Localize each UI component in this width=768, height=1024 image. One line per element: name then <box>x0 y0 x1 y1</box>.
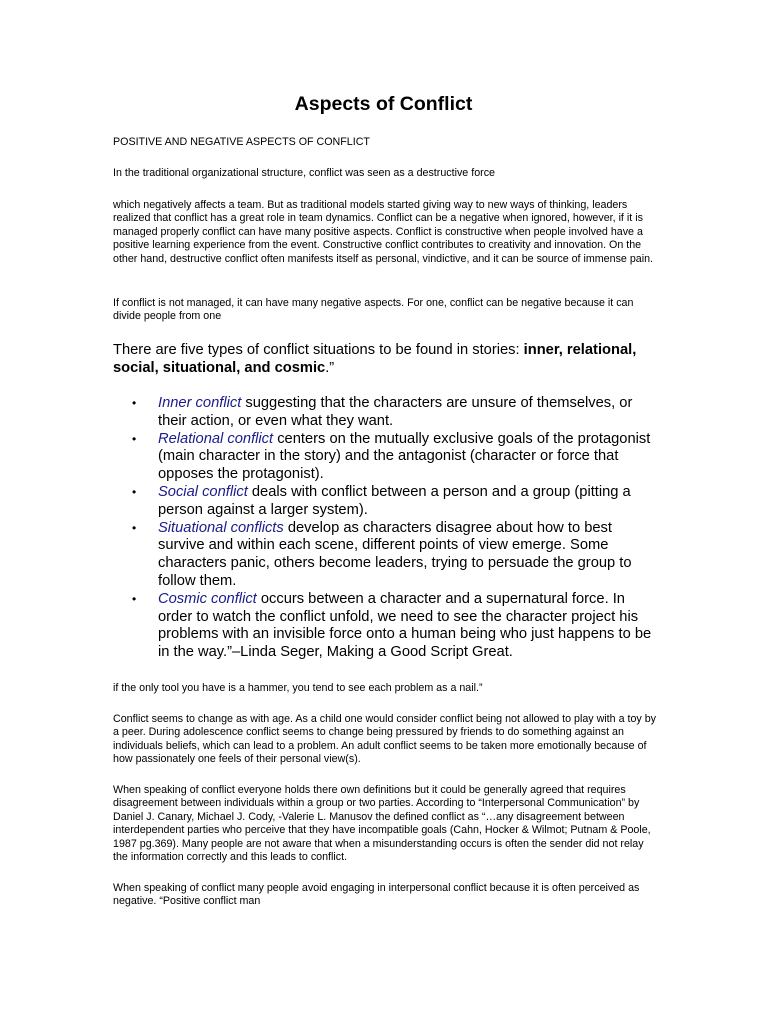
paragraph-3: If conflict is not managed, it can have many negative aspects. For one, conflict can be negative because it can divide people from one <box>113 297 634 323</box>
term-social-conflict: Social conflict <box>158 483 248 500</box>
paragraph-2: which negatively affects a team. But as traditional models started giving way to new ways of thinking, leaders realized that conflict has a great role in team dynamics. Conflict can be a negative when ignored, however, if it is managed properly conflict can have many positive aspects. Conflict is constructive when people involved have a positive learning experience from the event. Constructive conflict contributes to creativity and innovation. On the other hand, destructive conflict often manifests itself as personal, vindictive, and it can be source of immense pain. <box>113 199 654 265</box>
list-item-text: deals with conflict between a person and a group (pitting a person against a larger system). <box>158 483 631 518</box>
term-inner-conflict: Inner conflict <box>158 395 242 411</box>
list-item-text: suggesting that the characters are unsure of themselves, or their action, or even what they want. <box>158 395 633 429</box>
paragraph-6: When speaking of conflict everyone holds there own definitions but it could be generally agreed that requires disagreement between individuals within a group or two parties. According to “Interpersonal Communication” by Daniel J. Canary, Michael J. Cody, -Valerie L. Manusov the defined conflict as “…any disagreement between interdependent parties who perceive that they have incompatible goals (Cahn, Hocker & Wilmot; Putnam & Poole, 1987 pg.369). Many people are not aware that when a misunderstanding occurs is often the sender did not relay the information correctly and this leads to conflict. <box>113 784 651 864</box>
bullet-icon: • <box>132 431 137 446</box>
intro-end: .” <box>325 359 335 376</box>
list-item-text: centers on the mutually exclusive goals of the protagonist (main character in the story) and the antagonist (character or force that opposes the protagonist). <box>158 430 651 483</box>
bullet-icon: • <box>132 484 137 499</box>
list-item <box>113 431 658 484</box>
paragraph-5: Conflict seems to change as with age. As a child one would consider conflict being not allowed to play with a toy by a peer. During adolescence conflict seems to change being pressured by friends to do something against an individuals beliefs, which can lead to a problem. An adult conflict seems to be taken more emotionally because of how passionately one feels of their personal view(s). <box>113 713 656 766</box>
conflict-types-intro <box>113 342 658 378</box>
paragraph-7: When speaking of conflict many people avoid engaging in interpersonal conflict because it is often perceived as negative. “Positive conflict man <box>113 882 640 908</box>
term-situational-conflicts: Situational conflicts <box>158 519 284 536</box>
intro-text: There are five types of conflict situations to be found in stories: <box>113 342 524 358</box>
term-cosmic-conflict: Cosmic conflict <box>158 590 257 607</box>
term-relational-conflict: Relational conflict <box>158 430 274 447</box>
bullet-icon: • <box>132 396 137 410</box>
bullet-icon: • <box>132 520 137 535</box>
conflict-types-list <box>113 395 658 662</box>
list-item <box>113 395 658 431</box>
list-item <box>113 591 658 662</box>
list-item <box>113 484 658 520</box>
list-item <box>113 520 658 591</box>
subheading: POSITIVE AND NEGATIVE ASPECTS OF CONFLICT <box>113 136 370 148</box>
list-item-text: develop as characters disagree about how to best survive and within each scene, different points of view emerge. Some characters panic, others become leaders, trying to persuade the group to follow them. <box>158 519 632 589</box>
intro-bold: inner, relational, social, situational, and cosmic <box>113 342 637 376</box>
list-item-text: occurs between a character and a supernatural force. In order to watch the conflict unfold, we need to see the character project his problems with an invisible force onto a human being who just happens to be in the way.”–Linda Seger, Making a Good Script Great. <box>158 590 652 661</box>
document-title: Aspects of Conflict <box>294 93 473 115</box>
bullet-icon: • <box>132 591 137 606</box>
paragraph-1: In the traditional organizational structure, conflict was seen as a destructive force <box>113 167 495 179</box>
paragraph-4: if the only tool you have is a hammer, you tend to see each problem as a nail.” <box>113 682 483 694</box>
